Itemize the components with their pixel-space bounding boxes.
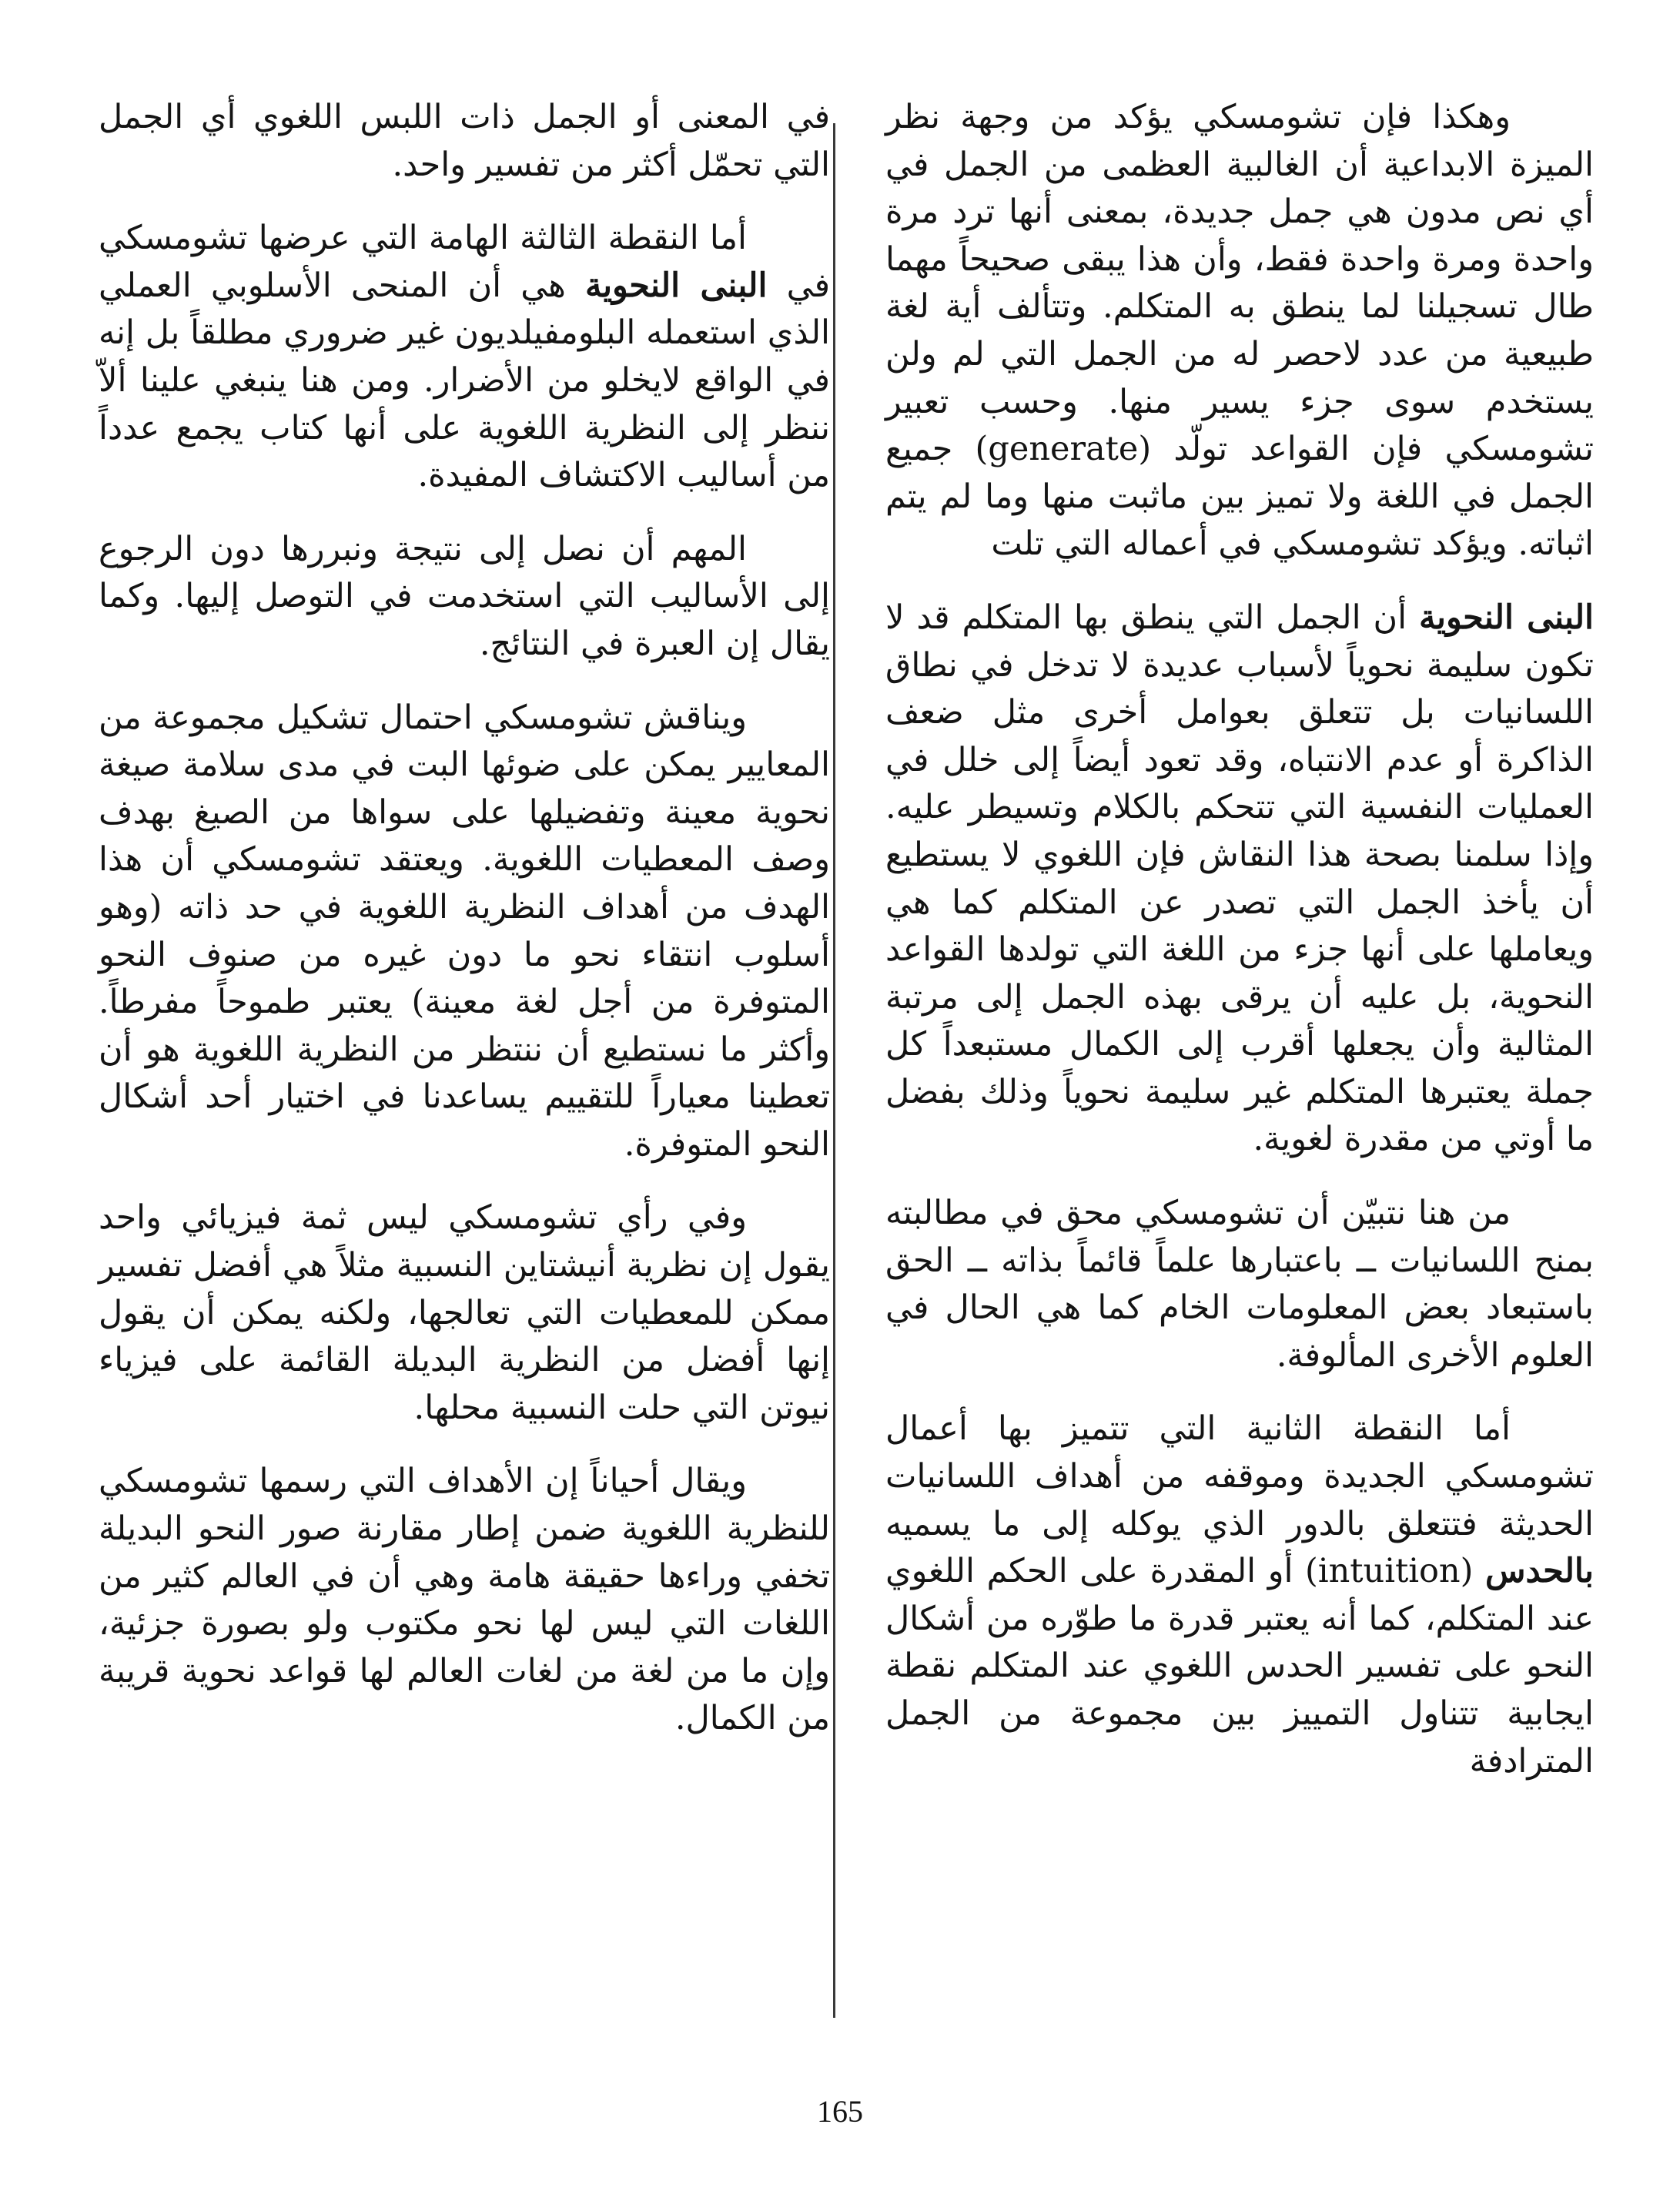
paragraph: ويناقش تشومسكي احتمال تشكيل مجموعة من المعايير يمكن على ضوئها البت في مدى سلامة صيغة نحوية معينة وتفضيلها على سواها من الصيغ بهدف وصف المعطيات اللغوية. ويعتقد تشومسكي أن هذا الهدف من أهداف النظرية اللغوية في حد ذاته (وهو أسلوب انتقاء نحو ما دون غيره من صنوف النحو المتوفرة من أجل لغة معينة) يعتبر طموحاً مفرطاً. وأكثر ما نستطيع أن ننتظر من النظرية اللغوية هو أن تعطينا معياراً للتقييم يساعدنا في اختيار أحد أشكال النحو المتوفرة. xyxy=(99,698,830,1164)
bold-term: البنى النحوية xyxy=(585,266,768,305)
paragraph-text: أما النقطة الثالثة الهامة التي عرضها تشومسكي في xyxy=(99,219,831,305)
paragraph-text: هي أن المنحى الأسلوبي العملي الذي استعمله البلومفيلديون غير ضروري مطلقاً بل إنه في الواقع لايخلو من الأضرار. ومن هنا ينبغي علينا ألاّ ننظر إلى النظرية اللغوية على أنها كتاب يجمع عدداً من أساليب الاكتشاف المفيدة. xyxy=(99,266,830,495)
paragraph-text: أن الجمل التي ينطق بها المتكلم قد لا تكون سليمة نحوياً لأسباب عديدة لا تدخل في نطاق اللسانيات بل تتعلق بعوامل أخرى مثل ضعف الذاكرة أو عدم الانتباه، وقد تعود أيضاً إلى خلل في العمليات النفسية التي تتحكم بالكلام وتسيطر عليه. وإذا سلمنا بصحة هذا النقاش فإن اللغوي لا يستطيع أن يأخذ الجمل التي تصدر عن المتكلم كما هي ويعاملها على أنها جزء من اللغة التي تولدها القواعد النحوية، بل عليه أن يرقى بهذه الجمل إلى مرتبة المثالية وأن يجعلها أقرب إلى الكمال مستبعداً كل جملة يعتبرها المتكلم غير سليمة نحوياً وذلك بفضل ما أوتي من مقدرة لغوية. xyxy=(885,598,1594,1159)
left-column xyxy=(99,94,830,1769)
paragraph: المهم أن نصل إلى نتيجة ونبررها دون الرجوع إلى الأساليب التي استخدمت في التوصل إليها. وكما يقال إن العبرة في النتائج. xyxy=(99,529,830,663)
bold-term: البنى النحوية xyxy=(1418,598,1594,637)
column-divider xyxy=(833,123,835,2018)
paragraph-text: أما النقطة الثانية التي تتميز بها أعمال تشومسكي الجديدة وموقفه من أهداف اللسانيات الحديثة فتتعلق بالدور الذي يوكله إلى ما يسميه xyxy=(885,1409,1594,1543)
right-column xyxy=(885,94,1594,1811)
paragraph: من هنا نتبيّن أن تشومسكي محق في مطالبته بمنح اللسانيات ــ باعتبارها علماً قائماً بذاته ــ الحق باستبعاد بعض المعلومات الخام كما هي الحال في العلوم الأخرى المألوفة. xyxy=(885,1194,1594,1375)
page-number: 165 xyxy=(817,2094,863,2129)
paragraph: وهكذا فإن تشومسكي يؤكد من وجهة نظر الميزة الابداعية أن الغالبية العظمى من الجمل في أي نص مدون هي جمل جديدة، بمعنى أنها ترد مرة واحدة ومرة واحدة فقط، وأن هذا يبقى صحيحاً مهما طال تسجيلنا لما ينطق به المتكلم. وتتألف أية لغة طبيعية من عدد لاحصر له من الجمل التي لم ولن يستخدم سوى جزء يسير منها. وحسب تعبير تشومسكي فإن القواعد تولّد (generate) جميع الجمل في اللغة ولا تميز بين ماثبت منها وما لم يتم اثباته. ويؤكد تشومسكي في أعماله التي تلت xyxy=(885,98,1595,564)
paragraph: وفي رأي تشومسكي ليس ثمة فيزيائي واحد يقول إن نظرية أنيشتاين النسبية مثلاً هي أفضل تفسير ممكن للمعطيات التي تعالجها، ولكنه يمكن أن يقول إنها أفضل من النظرية البديلة القائمة على فيزياء نيوتن التي حلت النسبية محلها. xyxy=(99,1198,830,1427)
paragraph: ويقال أحياناً إن الأهداف التي رسمها تشومسكي للنظرية اللغوية ضمن إطار مقارنة صور النحو البديلة تخفي وراءها حقيقة هامة وهي أن في العالم كثير من اللغات التي ليس لها نحو مكتوب ولو بصورة جزئية، وإن ما من لغة من لغات العالم لها قواعد نحوية قريبة من الكمال. xyxy=(99,1462,830,1738)
paragraph xyxy=(99,215,830,500)
paragraph xyxy=(885,1406,1594,1785)
bold-term: بالحدس xyxy=(1485,1552,1595,1591)
paragraph xyxy=(885,595,1594,1164)
paragraph: في المعنى أو الجمل ذات اللبس اللغوي أي الجمل التي تحمّل أكثر من تفسير واحد. xyxy=(99,98,830,184)
paragraph-text: (intuition) أو المقدرة على الحكم اللغوي عند المتكلم، كما أنه يعتبر قدرة ما طوّره من أشكال النحو على تفسير الحدس اللغوي عند المتكلم نقطة ايجابية تتناول التمييز بين مجموعة من الجمل المترادفة xyxy=(885,1552,1594,1781)
